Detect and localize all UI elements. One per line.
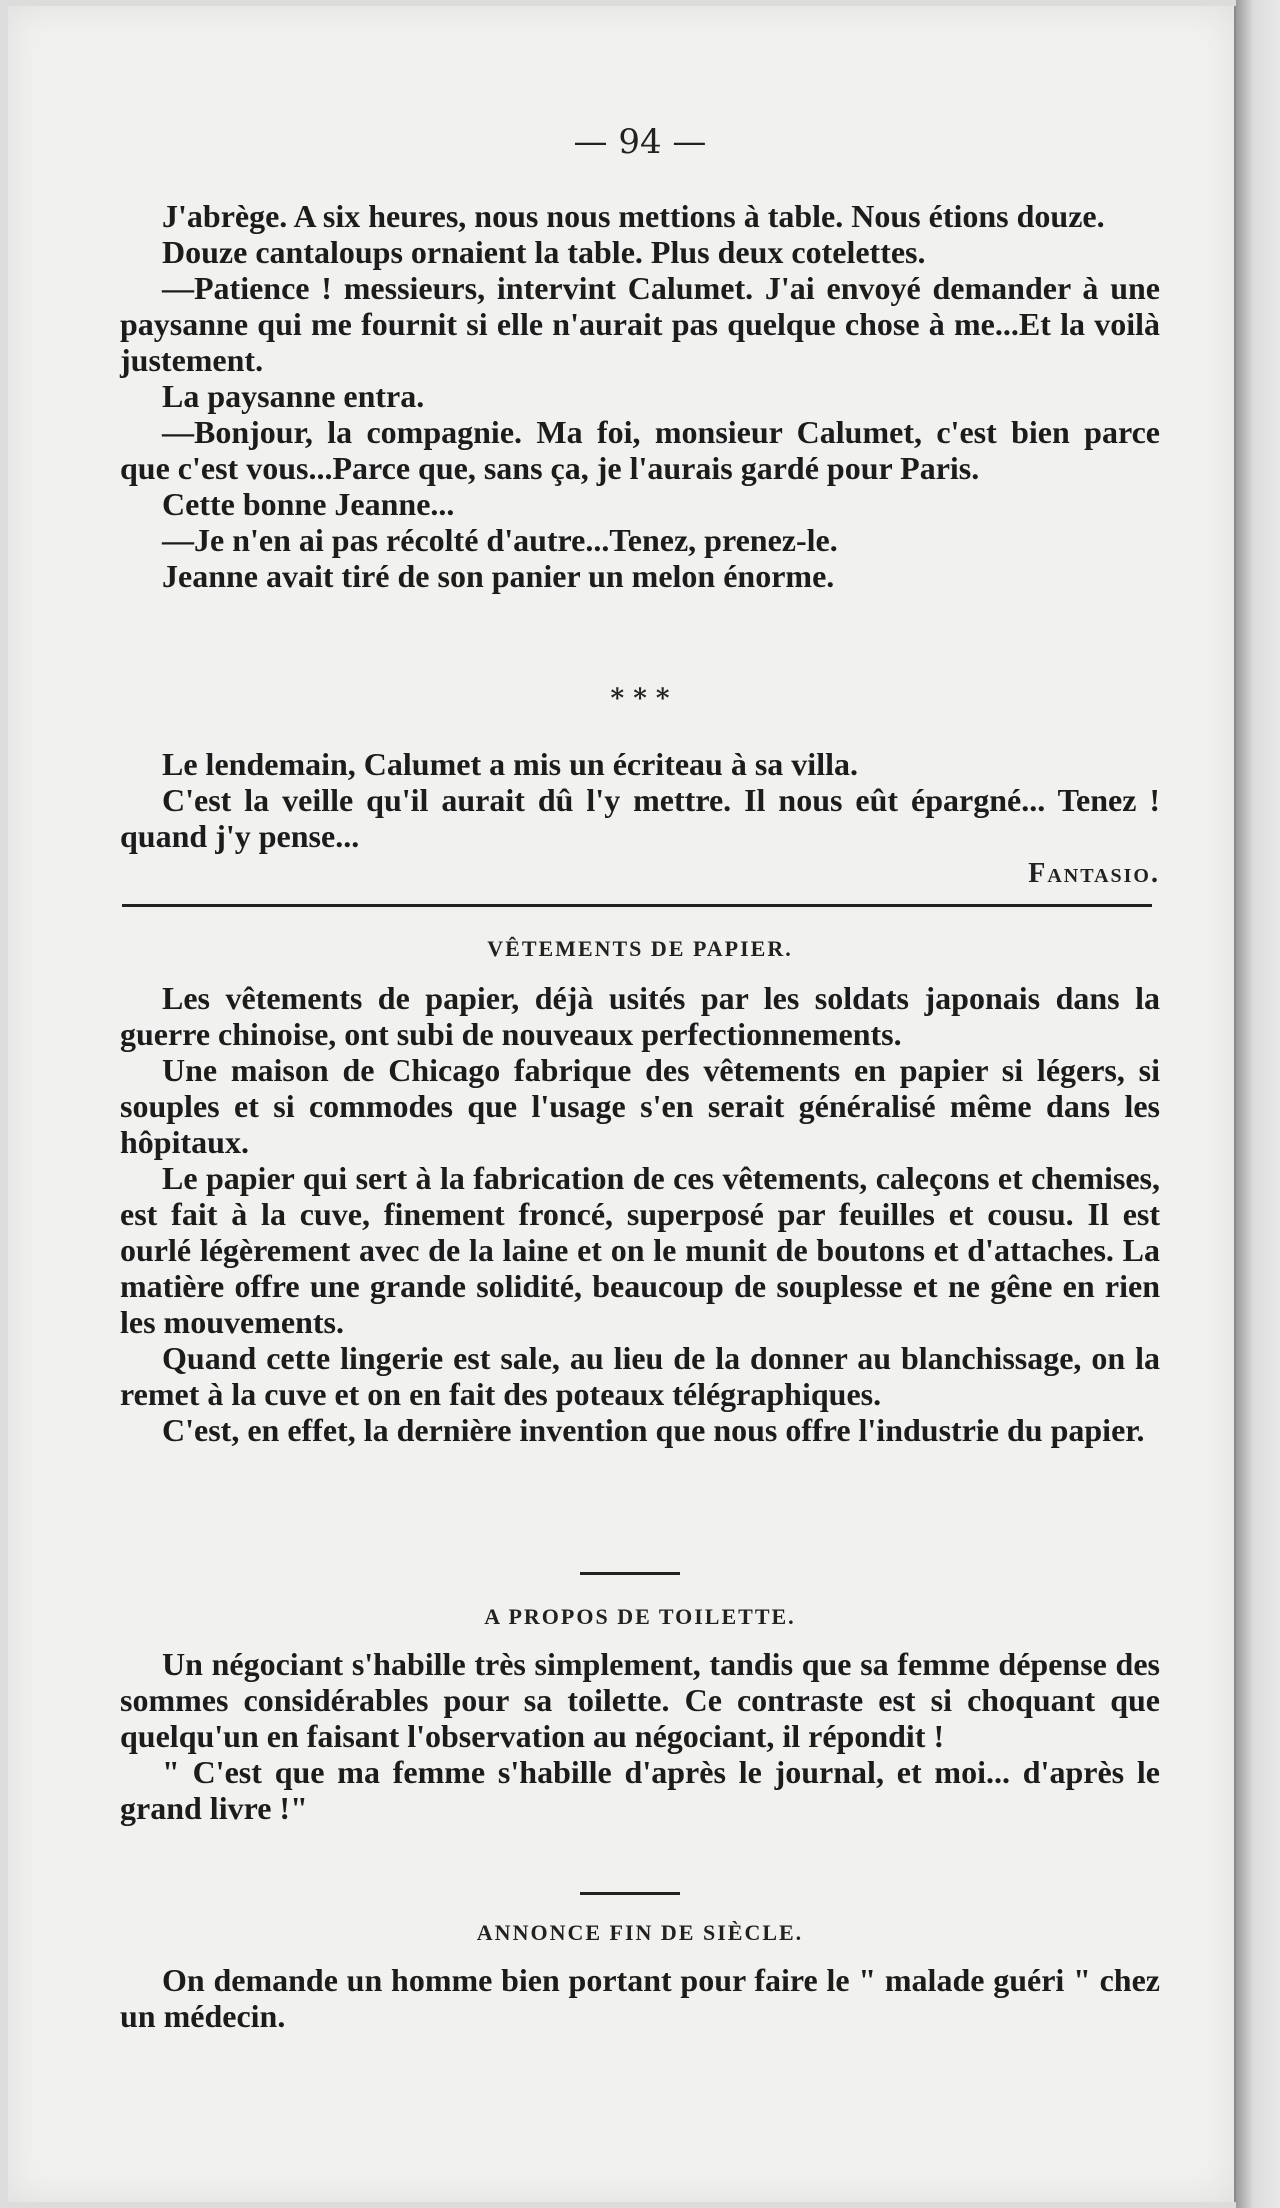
asterism [0,684,1280,714]
asterism-glyphs: * * * [610,684,670,714]
short-divider [580,1572,680,1575]
vetements-paragraph: C'est, en effet, la dernière invention que nous offre l'industrie du papier. [162,1412,1145,1448]
toilette-paragraph: " C'est que ma femme s'habille d'après le journal, et moi... d'après le grand livre !" [120,1754,1160,1826]
vetements-paragraph: Quand cette lingerie est sale, au lieu de la donner au blanchissage, on la remet à la cuve et on en fait des poteaux télégraphiques. [120,1340,1160,1412]
story-paragraph: Douze cantaloups ornaient la table. Plus deux cotelettes. [162,234,926,270]
vetements-paragraph: Une maison de Chicago fabrique des vêtements en papier si légers, si souples et si commodes que l'usage s'en serait généralisé même dans les hôpitaux. [120,1052,1160,1160]
short-divider [580,1892,680,1895]
section-heading-vetements: VÊTEMENTS DE PAPIER. [487,936,793,961]
story-paragraph: J'abrège. A six heures, nous nous mettions à table. Nous étions douze. [162,198,1105,234]
vetements-paragraph: Le papier qui sert à la fabrication de ces vêtements, caleçons et chemises, est fait à la cuve, finement froncé, superposé par feuilles et cousu. Il est ourlé légèrement avec de la laine et on le munit de boutons et d'attaches. La matière offre une grande solidité, beaucoup de souplesse et ne gêne en rien les mouvements. [120,1160,1160,1340]
toilette-paragraph: Un négociant s'habille très simplement, tandis que sa femme dépense des sommes considérables pour sa toilette. Ce contraste est si choquant que quelqu'un en faisant l'observation au négociant, il répondit ! [120,1646,1160,1754]
page-edge [1236,0,1280,2208]
story-paragraph: Cette bonne Jeanne... [162,486,455,522]
story-paragraph: —Je n'en ai pas récolté d'autre...Tenez, prenez-le. [162,522,838,558]
story-paragraph: Le lendemain, Calumet a mis un écriteau à sa villa. [162,746,858,782]
story-paragraph: La paysanne entra. [162,378,425,414]
annonce-text [120,1962,1160,2034]
story-paragraph: —Bonjour, la compagnie. Ma foi, monsieur Calumet, c'est bien parce que c'est vous...Parce que, sans ça, je l'aurais gardé pour Paris. [120,414,1160,486]
section-heading-annonce: ANNONCE FIN DE SIÈCLE. [476,1920,804,1945]
page-number: — 94 — [573,122,707,162]
story-paragraph: —Patience ! messieurs, intervint Calumet. J'ai envoyé demander à une paysanne qui me fournit si elle n'aurait pas quelque chose à me...Et la voilà justement. [120,270,1160,378]
section-heading-toilette: A PROPOS DE TOILETTE. [484,1604,796,1629]
vetements-paragraph: Les vêtements de papier, déjà usités par les soldats japonais dans la guerre chinoise, ont subi de nouveaux perfectionnements. [120,980,1160,1052]
vetements-text [120,980,1160,1448]
annonce-paragraph: On demande un homme bien portant pour faire le " malade guéri " chez un médecin. [120,1962,1160,2034]
story-text [120,198,1160,594]
story-paragraph: C'est la veille qu'il aurait dû l'y mettre. Il nous eût épargné... Tenez ! quand j'y pense... [120,782,1160,854]
story-text-after [120,746,1160,854]
toilette-text [120,1646,1160,1826]
signature: Fantasio. [1028,858,1160,889]
story-paragraph: Jeanne avait tiré de son panier un melon énorme. [162,558,835,594]
section-divider [122,904,1152,907]
